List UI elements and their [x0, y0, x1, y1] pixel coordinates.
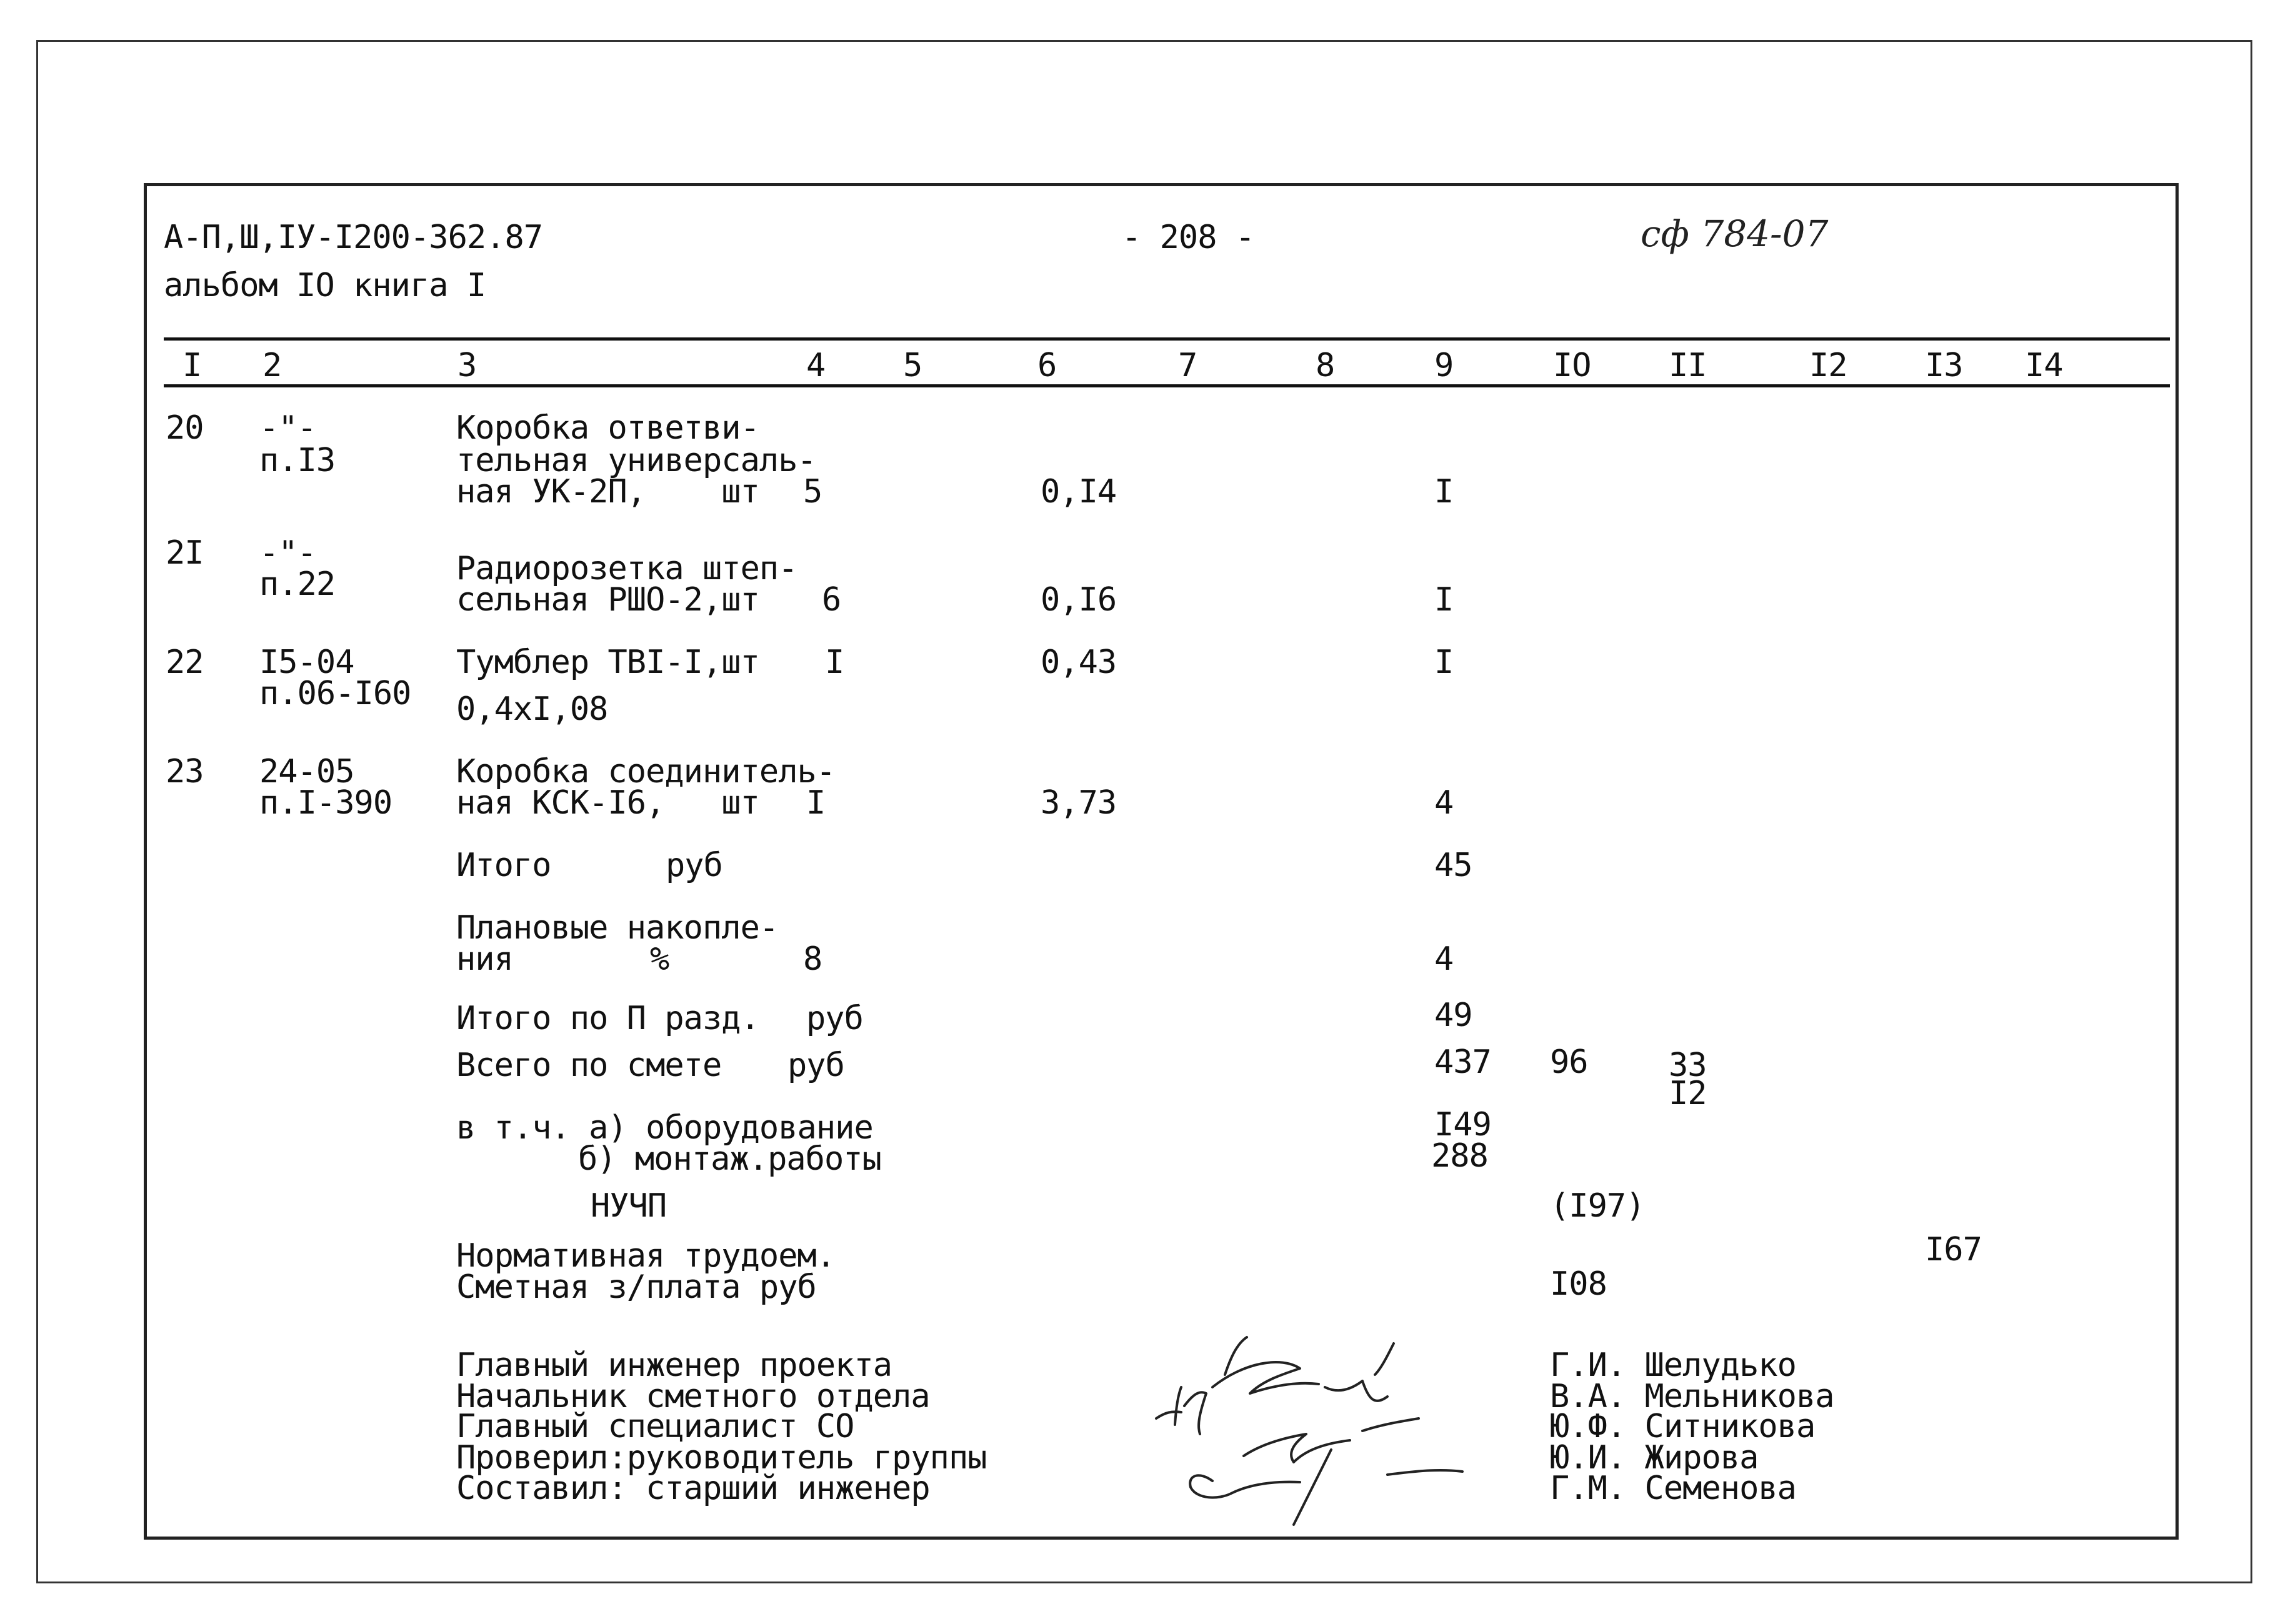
page-number: - 208 - [1122, 219, 1255, 256]
album-label: альбом IO книга I [164, 267, 486, 304]
vtch-label: в т.ч. а) оборудование [456, 1109, 873, 1147]
row-total: I [1434, 473, 1454, 511]
plan-unit: % [650, 940, 669, 978]
row-ref: 24-05 [259, 753, 354, 790]
vsego-unit: руб [787, 1047, 844, 1084]
sign-role: Главный специалист СО [456, 1408, 854, 1445]
row-desc: Радиорозетка штеп- [456, 550, 797, 587]
row-qty: 6 [822, 581, 841, 619]
vsego-col11-b: I2 [1669, 1075, 1707, 1112]
plan-label: Плановые накопле- [456, 909, 779, 947]
col-header-4: 4 [806, 347, 826, 384]
sign-name: Ю.И. Жирова [1550, 1439, 1759, 1477]
col-header-5: 5 [903, 347, 922, 384]
handwritten-signatures [1137, 1318, 1487, 1543]
row-total: I [1434, 581, 1454, 619]
col-header-9: 9 [1434, 347, 1454, 384]
row-total: I [1434, 644, 1454, 681]
sign-role: Составил: старший инженер [456, 1470, 930, 1507]
smet-value: I08 [1550, 1265, 1607, 1303]
plan-value: 4 [1434, 940, 1454, 978]
col-header-12: I2 [1809, 347, 1847, 384]
row-number: 20 [166, 409, 204, 447]
col-header-13: I3 [1925, 347, 1963, 384]
row-desc: Тумблер ТВI-I,шт [456, 644, 759, 681]
col-header-10: IO [1553, 347, 1591, 384]
sign-name: Г.М. Семенова [1550, 1470, 1796, 1507]
col-header-3: 3 [457, 347, 477, 384]
row-ref: п.I3 [259, 442, 336, 479]
col-header-1: I [182, 347, 202, 384]
itogo-value: 45 [1434, 847, 1472, 884]
row-price: 3,73 [1041, 784, 1117, 822]
row-desc: Коробка ответви- [456, 409, 759, 447]
row-number: 22 [166, 644, 204, 681]
itogo-razd-unit: руб [806, 1000, 863, 1037]
vsego-label: Всего по смете [456, 1047, 722, 1084]
itogo-razd-label: Итого по П разд. [456, 1000, 759, 1037]
row-ref: -"- [259, 534, 316, 572]
plan-label-cont: ния [456, 940, 513, 978]
row-number: 23 [166, 753, 204, 790]
vsego-value: 437 [1434, 1044, 1491, 1081]
header-top-rule [164, 337, 2170, 341]
col-header-11: II [1669, 347, 1707, 384]
col-header-8: 8 [1316, 347, 1335, 384]
sign-name: Г.И. Шелудько [1550, 1347, 1796, 1384]
row-qty: I [806, 784, 826, 822]
row-price: 0,I4 [1041, 473, 1117, 511]
row-total: 4 [1434, 784, 1454, 822]
vsego-col11-a: 33 [1669, 1047, 1707, 1084]
row-number: 2I [166, 534, 204, 572]
header-bottom-rule [164, 384, 2170, 387]
row-ref: I5-04 [259, 644, 354, 681]
vtch-b-value: 288 [1431, 1137, 1488, 1175]
col-header-7: 7 [1178, 347, 1197, 384]
sign-name: В.А. Мельникова [1550, 1378, 1834, 1415]
row-price: 0,43 [1041, 644, 1117, 681]
vtch-b-label: б) монтаж.работы [578, 1140, 881, 1178]
handwritten-mark: сф 784-07 [1641, 212, 1829, 255]
row-desc: 0,4хI,08 [456, 690, 608, 728]
vtch-a-value: I49 [1434, 1106, 1491, 1143]
nuchp-value: (I97) [1550, 1187, 1645, 1225]
row-ref: п.I-390 [259, 784, 392, 822]
row-ref: п.06-I60 [259, 675, 411, 712]
row-desc: тельная универсаль- [456, 442, 816, 479]
row-ref: -"- [259, 409, 316, 447]
plan-percent: 8 [803, 940, 822, 978]
vsego-col10: 96 [1550, 1044, 1588, 1081]
col-header-14: I4 [2025, 347, 2063, 384]
nuchp-label: НУЧП [591, 1187, 667, 1225]
row-desc: ная УК-2П, шт [456, 473, 759, 511]
smet-label: Сметная з/плата руб [456, 1268, 816, 1306]
itogo-razd-value: 49 [1434, 997, 1472, 1034]
norm-value: I67 [1925, 1231, 1982, 1268]
sign-role: Начальник сметного отдела [456, 1378, 930, 1415]
row-desc: Коробка соединитель- [456, 753, 836, 790]
row-ref: п.22 [259, 565, 336, 603]
itogo-unit: руб [666, 847, 722, 884]
sign-name: Ю.Ф. Ситникова [1550, 1408, 1816, 1445]
row-desc: сельная РШО-2,шт [456, 581, 759, 619]
row-price: 0,I6 [1041, 581, 1117, 619]
sign-role: Проверил:руководитель группы [456, 1439, 987, 1477]
col-header-6: 6 [1037, 347, 1057, 384]
row-qty: 5 [803, 473, 822, 511]
row-desc: ная КСК-I6, шт [456, 784, 759, 822]
itogo-label: Итого [456, 847, 551, 884]
sign-role: Главный инженер проекта [456, 1347, 892, 1384]
col-header-2: 2 [262, 347, 282, 384]
document-code: А-П,Ш,IУ-I200-362.87 [164, 219, 543, 256]
norm-label: Нормативная трудоем. [456, 1237, 836, 1275]
row-qty: I [825, 644, 844, 681]
